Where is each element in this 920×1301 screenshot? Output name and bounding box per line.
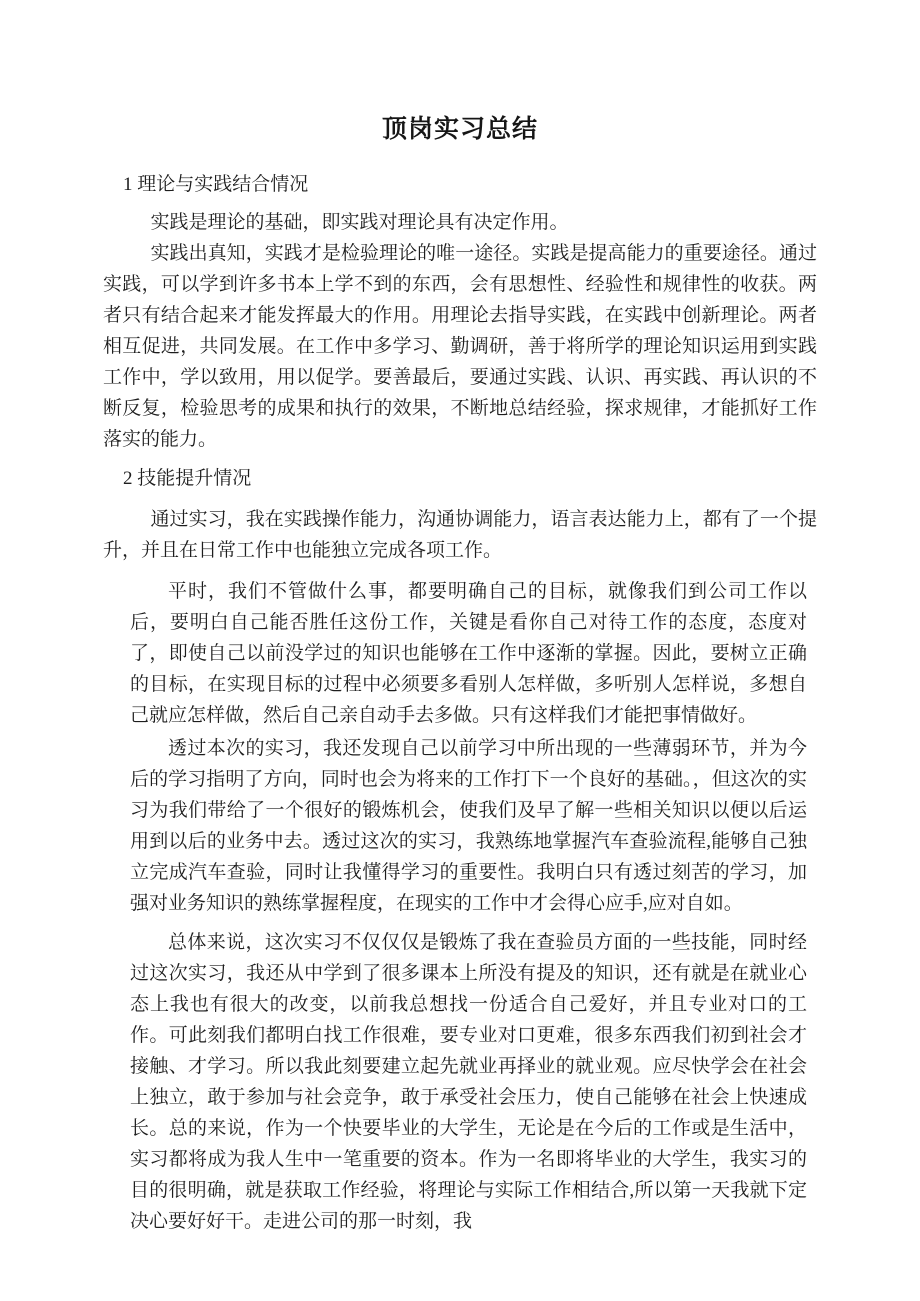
section-1-heading: 1 理论与实践结合情况	[123, 174, 309, 195]
section-2-heading: 2 技能提升情况	[123, 468, 252, 489]
document-title: 顶岗实习总结	[381, 114, 538, 143]
section-2-paragraph-4: 总体来说，这次实习不仅仅仅是锻炼了我在查验员方面的一些技能，同时经过这次实习，我还从中学到了很多课本上所没有提及的知识，还有就是在就业心态上我也有很大的改变，以前我总想找一份适合自己爱好，并且专业对口的工作。可此刻我们都明白找工作很难，要专业对口更难，很多东西我们初到社会才接触、才学习。所以我此刻要建立起先就业再择业的就业观。应尽快学会在社会上独立，敢于参加与社会竞争，敢于承受社会压力，使自己能够在社会上快速成长。总的来说，作为一个快要毕业的大学生，无论是在今后的工作或是生活中，实习都将成为我人生中一笔重要的资本。作为一名即将毕业的大学生，我实习的目的很明确，就是获取工作经验，将理论与实际工作相结合,所以第一天我就下定决心要好好干。走进公司的那一时刻，我	[130, 932, 807, 1232]
section-2-paragraph-3: 透过本次的实习，我还发现自己以前学习中所出现的一些薄弱环节，并为今后的学习指明了方向，同时也会为将来的工作打下一个良好的基础。，但这次的实习为我们带给了一个很好的锻炼机会，使我们及早了解一些相关知识以便以后运用到以后的业务中去。透过这次的实习，我熟练地掌握汽车查验流程,能够自己独立完成汽车查验，同时让我懂得学习的重要性。我明白只有透过刻苦的学习，加强对业务知识的熟练掌握程度，在现实的工作中才会得心应手,应对自如。	[130, 738, 807, 914]
section-2-paragraph-2: 平时，我们不管做什么事，都要明确自己的目标，就像我们到公司工作以后，要明白自己能否胜任这份工作，关键是看你自己对待工作的态度，态度对了，即使自己以前没学过的知识也能够在工作中逐渐的掌握。因此，要树立正确的目标，在实现目标的过程中必须要多看别人怎样做，多听别人怎样说，多想自己就应怎样做，然后自己亲自动手去多做。只有这样我们才能把事情做好。	[130, 581, 807, 726]
section-1-paragraph-2: 实践出真知，实践才是检验理论的唯一途径。实践是提高能力的重要途径。通过实践，可以学到许多书本上学不到的东西，会有思想性、经验性和规律性的收获。两者只有结合起来才能发挥最大的作用。用理论去指导实践，在实践中创新理论。两者相互促进，共同发展。在工作中多学习、勤调研，善于将所学的理论知识运用到实践工作中，学以致用，用以促学。要善最后，要通过实践、认识、再实践、再认识的不断反复，检验思考的成果和执行的效果，不断地总结经验，探求规律，才能抓好工作落实的能力。	[103, 243, 817, 450]
section-1-paragraph-1: 实践是理论的基础，即实践对理论具有决定作用。	[150, 212, 569, 233]
section-2-paragraph-1: 通过实习，我在实践操作能力，沟通协调能力，语言表达能力上，都有了一个提升，并且在日常工作中也能独立完成各项工作。	[103, 509, 817, 561]
